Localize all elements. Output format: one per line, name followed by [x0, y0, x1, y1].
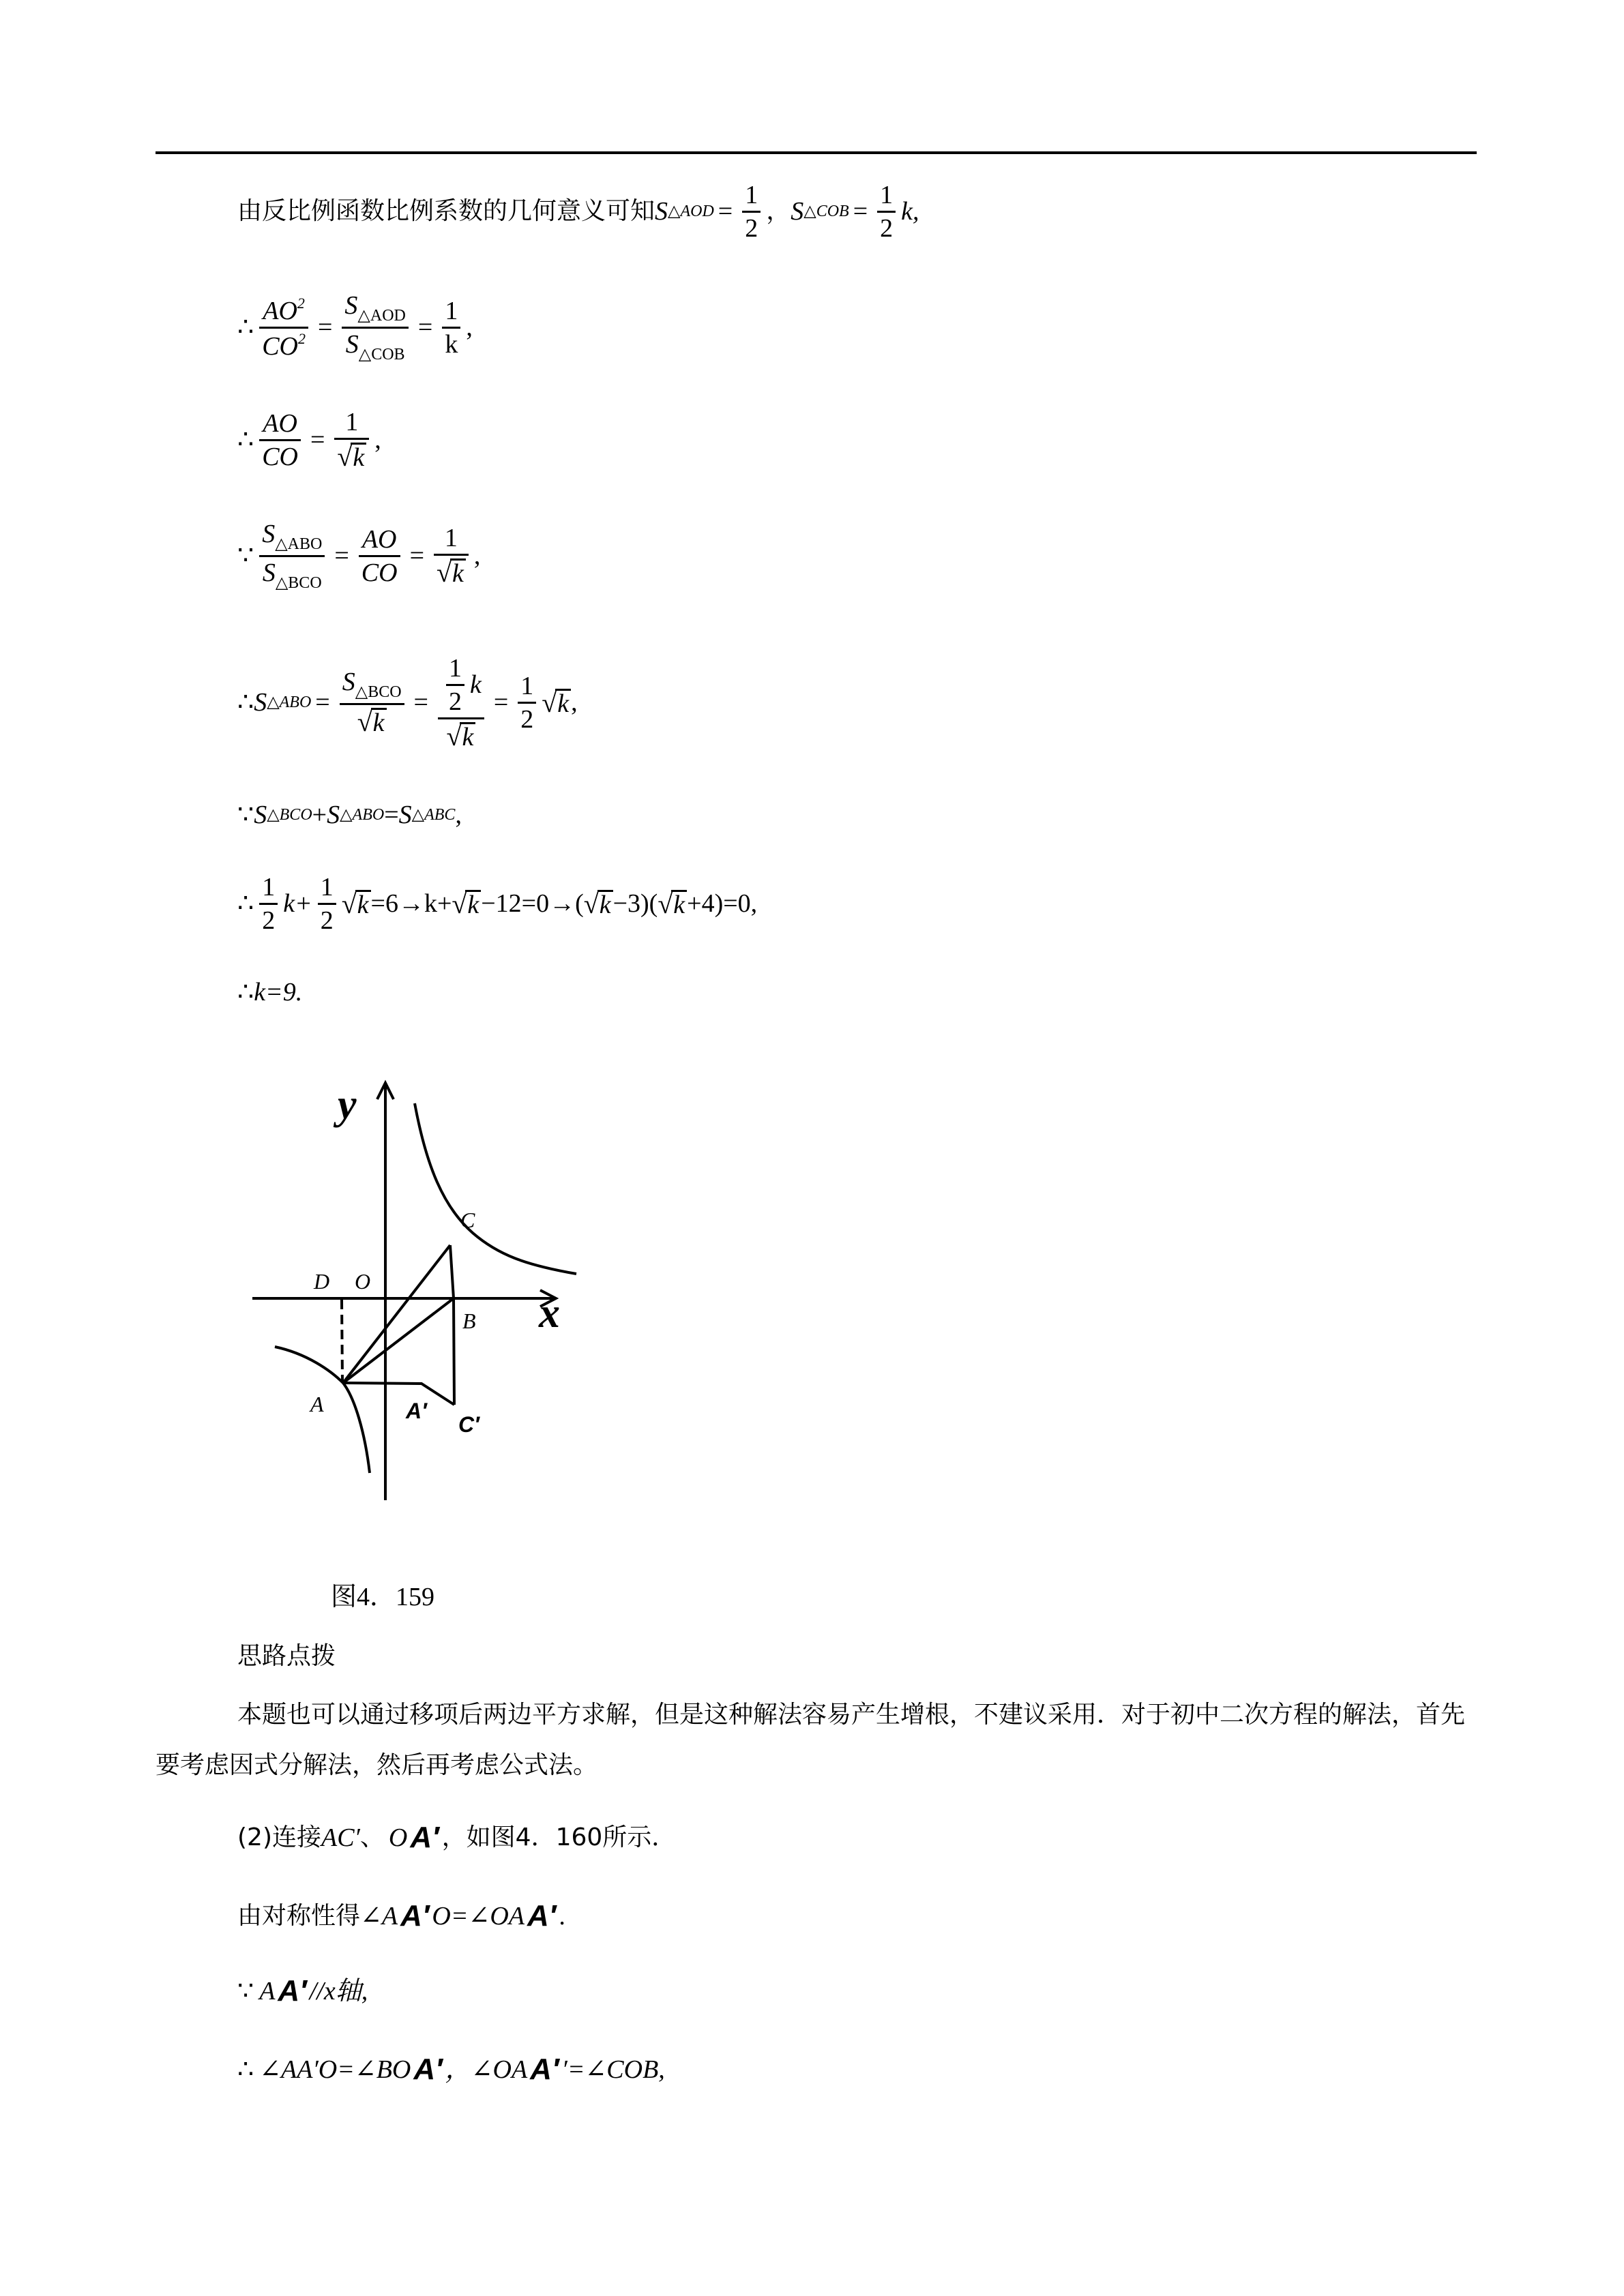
- because-symbol: ∵: [237, 541, 254, 570]
- k-result: k=9.: [254, 978, 303, 1007]
- label-b: B: [462, 1309, 476, 1333]
- label-a: A: [310, 1392, 324, 1416]
- line-ratio-squared: ∴ $\frac{AO^2}{CO^2}$ = $\frac{S_{\triangle AOD}}{S_{\triangle COB}}$ = $\frac{1}{k}$ ,: [237, 290, 473, 363]
- label-o: O: [355, 1269, 371, 1294]
- hint-paragraph: 本题也可以通过移项后两边平方求解，但是这种解法容易产生增根，不建议采用．对于初中二次方程的解法，首先要考虑因式分解法，然后再考虑公式法。: [156, 1701, 1466, 1779]
- part2-line-angles: ∴ ∠AA′O=∠BO A′ ，∠OA A′ ′=∠COB,: [237, 2053, 665, 2086]
- subscript-aod: △AOD: [668, 203, 714, 220]
- line-s-abo-value: ∴ S △ABO = $S_{\triangle BCO}$ √ k = $\frac{1}{2}$ k √ k = $\frac{1}{2}$ √ k ,: [237, 653, 578, 751]
- therefore-symbol: ∴: [237, 889, 254, 918]
- label-a-prime: A′: [406, 1399, 427, 1423]
- line-ratio-sqrt: ∴ $\frac{AO}{CO}$ = 1 √ k ,: [237, 408, 381, 472]
- figure-caption: 图4．159: [331, 1583, 435, 1611]
- label-c: C: [460, 1208, 475, 1232]
- line-quadratic-solve: ∴ $\frac{1}{2}$ k+ $\frac{1}{2}$ √ k =6→k+ √ k −12=0→( √ k −3)( √ k +4)=0,: [237, 872, 758, 935]
- label-c-prime: C′: [458, 1412, 479, 1437]
- fraction-1-over-k: $\frac{1}{k}$: [442, 298, 460, 357]
- part2-line-connect: (2)连接 AC′ 、 O A′ ，如图4．160所示．: [237, 1821, 677, 1854]
- fraction-area-ratio: $\frac{S_{\triangle AOD}}{S_{\triangle COB}}$: [342, 293, 408, 363]
- line-k-result: [237, 975, 302, 1009]
- fraction-half-2: $\frac{1}{2}$: [877, 182, 896, 241]
- fraction-sbco-over-sqrtk: $S_{\triangle BCO}$ √ k: [340, 669, 404, 736]
- therefore-symbol: ∴: [237, 313, 254, 342]
- line-area-ratio-abo-bco: ∵ $\frac{S_{\triangle ABO}}{S_{\triangle BCO}}$ = $\frac{AO}{CO}$ = 1 √ k ,: [237, 519, 481, 592]
- subscript-cob: △COB: [803, 203, 849, 220]
- therefore-symbol: ∴: [237, 978, 254, 1007]
- fraction-halfk-over-sqrtk: $\frac{1}{2}$ k √ k: [438, 655, 484, 750]
- intro-text: 由反比例函数比例系数的几何意义可知: [237, 197, 655, 225]
- fraction-ao-co: $\frac{AO}{CO}$: [359, 526, 400, 586]
- line-area-sum: ∵ S △BCO + S △ABO = S △ABC ,: [237, 801, 462, 829]
- therefore-symbol: ∴: [237, 2055, 254, 2084]
- part2-line-symmetry: 由对称性得 ∠A A′ O=∠OA A′ .: [237, 1899, 565, 1933]
- fraction-half: $\frac{1}{2}$: [518, 673, 536, 732]
- fraction-1-over-sqrtk: 1 √ k: [434, 525, 469, 586]
- fraction-ao-co: $\frac{AO}{CO}$: [259, 411, 301, 470]
- label-x: x: [539, 1290, 560, 1337]
- label-d: D: [314, 1269, 330, 1294]
- equals: =: [718, 197, 733, 226]
- fraction-half: $\frac{1}{2}$: [742, 182, 761, 241]
- part2-line-parallel: ∵ A A′ //x轴,: [237, 1974, 368, 2008]
- label-y: y: [338, 1082, 357, 1128]
- hyperbola-diagram: [246, 1071, 614, 1521]
- fraction-1-over-sqrtk: 1 √ k: [334, 409, 369, 471]
- therefore-symbol: ∴: [237, 426, 254, 454]
- hint-heading: 思路点拨: [237, 1642, 336, 1670]
- hyperbola-branch-q1: [415, 1103, 576, 1274]
- line-area-relation: 由反比例函数比例系数的几何意义可知 S △AOD = $\frac{1}{2}$ ， S △COB = $\frac{1}{2}$ k,: [237, 180, 919, 243]
- fraction-abo-bco: $\frac{S_{\triangle ABO}}{S_{\triangle BCO}}$: [259, 521, 325, 591]
- fraction-ao2-co2: $\frac{AO^2}{CO^2}$: [259, 296, 308, 359]
- therefore-symbol: ∴: [237, 688, 254, 717]
- because-symbol: ∵: [237, 801, 254, 829]
- because-symbol: ∵: [237, 1977, 254, 2006]
- line-a-aprime-cprime: [343, 1383, 454, 1405]
- header-rule: [156, 151, 1477, 154]
